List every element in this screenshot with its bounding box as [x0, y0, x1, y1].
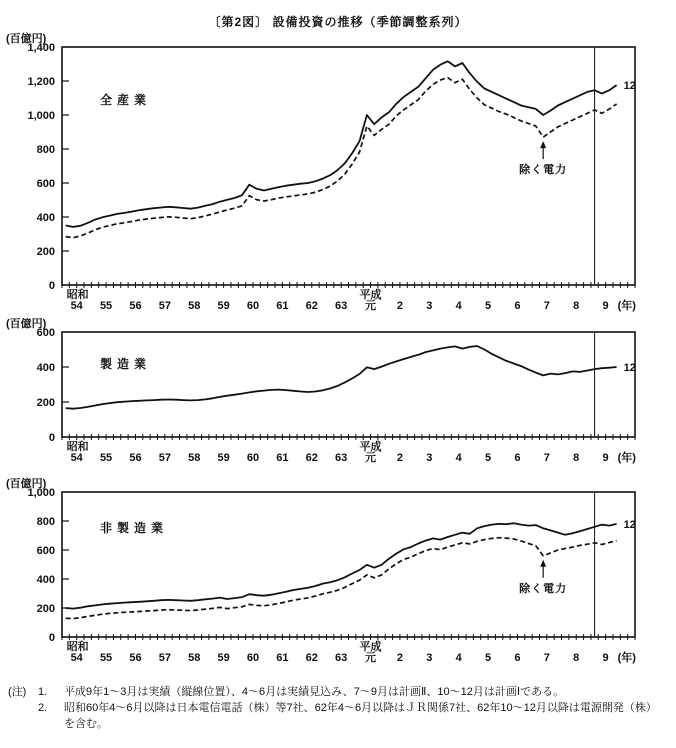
x-year-label: 5	[485, 452, 492, 464]
x-year-label: 2	[396, 300, 403, 312]
x-axis-year-suffix: (年)	[617, 652, 636, 664]
chart-block-all-industries	[0, 30, 676, 318]
x-axis-year-suffix: (年)	[617, 300, 636, 312]
x-year-label: 61	[276, 652, 289, 664]
x-year-label: 59	[217, 652, 230, 664]
x-year-label: 57	[158, 652, 171, 664]
x-year-label: 6	[514, 452, 521, 464]
annotation-label: 除く電力	[519, 164, 568, 177]
y-tick-label: 200	[36, 246, 55, 258]
x-year-label: 54	[70, 300, 83, 312]
y-tick-label: 800	[36, 144, 55, 156]
y-tick-label: 1,000	[27, 487, 55, 499]
chart-title: 非製造業	[100, 521, 169, 535]
x-year-label: 7	[543, 300, 550, 312]
x-year-label: 63	[335, 300, 348, 312]
x-year-label: 3	[426, 652, 433, 664]
x-year-label: 元	[365, 300, 377, 312]
x-year-label: 56	[129, 300, 142, 312]
x-year-label: 4	[455, 652, 462, 664]
y-tick-label: 200	[36, 397, 55, 409]
x-year-label: 55	[99, 652, 113, 664]
x-year-label: 56	[129, 652, 142, 664]
annotation-arrowhead	[540, 141, 546, 148]
x-year-label: 54	[70, 452, 83, 464]
x-year-label: 2	[396, 652, 403, 664]
x-year-label: 61	[276, 300, 289, 312]
x-year-label: 59	[217, 452, 230, 464]
note-number: 2.	[38, 701, 48, 714]
x-year-label: 58	[188, 452, 201, 464]
y-tick-label: 1,000	[27, 110, 55, 122]
x-year-label: 6	[514, 300, 521, 312]
x-axis-year-suffix: (年)	[617, 452, 636, 464]
x-year-label: 62	[305, 300, 318, 312]
x-year-label: 4	[455, 300, 462, 312]
all-industries-chart	[0, 30, 676, 318]
y-tick-label: 200	[36, 603, 55, 615]
y-tick-label: 400	[36, 362, 55, 374]
annotation-arrowhead	[540, 560, 546, 567]
x-year-label: 60	[246, 452, 260, 464]
y-tick-label: 600	[36, 327, 55, 339]
x-year-label: 8	[573, 300, 580, 312]
x-year-label: 9	[602, 652, 609, 664]
y-axis-unit-label: (百億円)	[6, 478, 47, 490]
y-tick-label: 1,200	[27, 76, 55, 88]
x-year-label: 2	[396, 452, 403, 464]
x-year-label: 63	[335, 452, 348, 464]
x-year-label: 元	[365, 452, 377, 464]
era-label-showa: 昭和	[66, 441, 89, 453]
y-tick-label: 400	[36, 574, 55, 586]
x-year-label: 55	[99, 452, 113, 464]
x-year-label: 5	[485, 652, 492, 664]
y-axis-unit-label: (百億円)	[6, 318, 47, 330]
series-line-solid	[66, 523, 617, 608]
series-line-solid	[66, 61, 617, 227]
note-marker	[0, 701, 38, 733]
x-year-label: 61	[276, 452, 289, 464]
chart-block-non-manufacturing	[0, 468, 676, 673]
y-tick-label: 0	[48, 432, 55, 444]
page-title: 〔第2図〕 設備投資の推移（季節調整系列）	[208, 15, 468, 29]
x-year-label: 54	[70, 652, 83, 664]
y-tick-label: 600	[36, 178, 55, 190]
x-year-label: 9	[602, 452, 609, 464]
plot-border	[62, 332, 635, 437]
x-year-label: 9	[602, 300, 609, 312]
y-tick-label: 1,400	[27, 42, 55, 54]
x-year-label: 59	[217, 300, 230, 312]
end-quarter-label: 12	[623, 518, 636, 531]
x-year-label: 57	[158, 300, 171, 312]
x-year-label: 7	[543, 652, 550, 664]
series-line-solid	[66, 346, 617, 409]
x-year-label: 7	[543, 452, 550, 464]
x-year-label: 6	[514, 652, 521, 664]
x-year-label: 8	[573, 452, 580, 464]
note-item	[0, 701, 676, 733]
chart-title: 全産業	[100, 93, 152, 107]
x-year-label: 元	[365, 652, 377, 664]
era-label-heisei: 平成	[359, 289, 382, 301]
chart-title: 製造業	[100, 357, 152, 371]
x-year-label: 55	[99, 300, 113, 312]
x-year-label: 60	[246, 652, 260, 664]
notes	[0, 685, 676, 733]
x-year-label: 57	[158, 452, 171, 464]
x-year-label: 60	[246, 300, 260, 312]
chart-block-manufacturing	[0, 318, 676, 468]
x-year-label: 58	[188, 300, 201, 312]
y-tick-label: 0	[48, 280, 55, 292]
x-year-label: 62	[305, 452, 318, 464]
y-axis-unit-label: (百億円)	[6, 33, 47, 45]
note-text: 平成9年1～3月は実績（縦線位置）、4～6月は実績見込み、7～9月は計画Ⅱ、10～12月は計画Ⅰである。	[64, 686, 565, 698]
x-year-label: 62	[305, 652, 318, 664]
note-marker: (注)	[8, 686, 27, 698]
x-year-label: 5	[485, 300, 492, 312]
annotation-label: 除く電力	[519, 582, 568, 595]
note-text: 昭和60年4～6月以降は日本電信電話（株）等7社、62年4～6月以降はＪＲ関係7社、62年10～12月以降は電源開発（株）を含む。	[64, 701, 657, 730]
plot-border	[62, 492, 635, 637]
note-number: 1.	[38, 686, 48, 698]
era-label-showa: 昭和	[66, 289, 89, 301]
non-manufacturing-chart	[0, 468, 676, 673]
x-year-label: 63	[335, 652, 348, 664]
end-quarter-label: 12	[623, 80, 636, 93]
note-item	[0, 685, 676, 701]
x-year-label: 8	[573, 652, 580, 664]
x-year-label: 3	[426, 452, 433, 464]
x-year-label: 58	[188, 652, 201, 664]
manufacturing-chart	[0, 318, 676, 468]
x-year-label: 4	[455, 452, 462, 464]
era-label-heisei: 平成	[359, 641, 382, 653]
y-tick-label: 400	[36, 212, 55, 224]
y-tick-label: 0	[48, 632, 55, 644]
y-tick-label: 800	[36, 516, 55, 528]
y-tick-label: 600	[36, 545, 55, 557]
x-year-label: 3	[426, 300, 433, 312]
era-label-showa: 昭和	[66, 641, 89, 653]
x-year-label: 56	[129, 452, 142, 464]
era-label-heisei: 平成	[359, 441, 382, 453]
end-quarter-label: 12	[623, 362, 636, 374]
